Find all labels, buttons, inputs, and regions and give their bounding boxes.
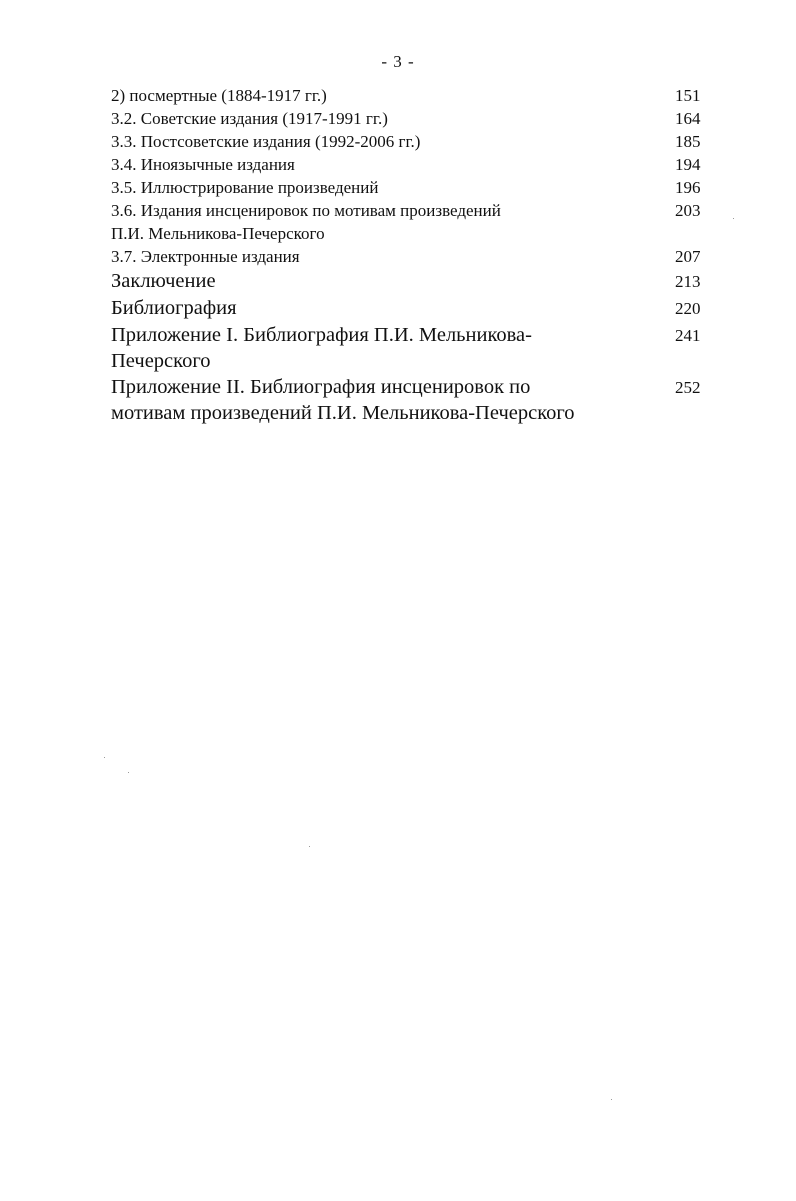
toc-entry-page: 185 <box>675 132 701 151</box>
scan-speck <box>309 846 310 847</box>
toc-entry-title: 3.6. Издания инсценировок по мотивам произведений П.И. Мельникова-Печерского <box>111 201 501 243</box>
scan-speck <box>611 1099 612 1100</box>
toc-entry-title: 3.5. Иллюстрирование произведений <box>111 178 379 197</box>
toc-entry-page: 220 <box>675 299 701 318</box>
table-of-contents <box>111 84 711 426</box>
toc-entry <box>111 245 711 268</box>
toc-entry-title: Заключение <box>111 270 216 292</box>
page-number: - 3 - <box>381 52 415 71</box>
toc-entry-page: 213 <box>675 272 701 291</box>
toc-entry-title: 3.2. Советские издания (1917-1991 гг.) <box>111 109 388 128</box>
scan-speck <box>128 772 129 773</box>
toc-entry-page: 196 <box>675 178 701 197</box>
toc-entry-title: Приложение I. Библиография П.И. Мельникова- Печерского <box>111 324 532 372</box>
toc-entry <box>111 153 711 176</box>
toc-entry-title: Библиография <box>111 297 237 319</box>
scan-speck <box>104 757 105 758</box>
toc-entry <box>111 199 711 245</box>
toc-entry-page: 194 <box>675 155 701 174</box>
toc-entry-page: 252 <box>675 378 701 397</box>
toc-entry <box>111 322 711 374</box>
toc-entry-page: 241 <box>675 326 701 345</box>
toc-entry-page: 203 <box>675 201 701 220</box>
toc-entry <box>111 107 711 130</box>
toc-entry-title: Приложение II. Библиография инсценировок по мотивам произведений П.И. Мельникова-Печерского <box>111 376 575 424</box>
toc-entry-page: 151 <box>675 86 701 105</box>
toc-entry <box>111 176 711 199</box>
toc-entry <box>111 295 711 322</box>
toc-entry-title: 3.4. Иноязычные издания <box>111 155 295 174</box>
toc-entry-title: 2) посмертные (1884-1917 гг.) <box>111 86 327 105</box>
toc-entry-page: 207 <box>675 247 701 266</box>
toc-entry <box>111 268 711 295</box>
toc-entry-title: 3.3. Постсоветские издания (1992-2006 гг.) <box>111 132 421 151</box>
toc-entry <box>111 374 711 426</box>
toc-entry-page: 164 <box>675 109 701 128</box>
toc-entry <box>111 130 711 153</box>
toc-entry <box>111 84 711 107</box>
scan-speck <box>733 218 734 219</box>
toc-entry-title: 3.7. Электронные издания <box>111 247 300 266</box>
